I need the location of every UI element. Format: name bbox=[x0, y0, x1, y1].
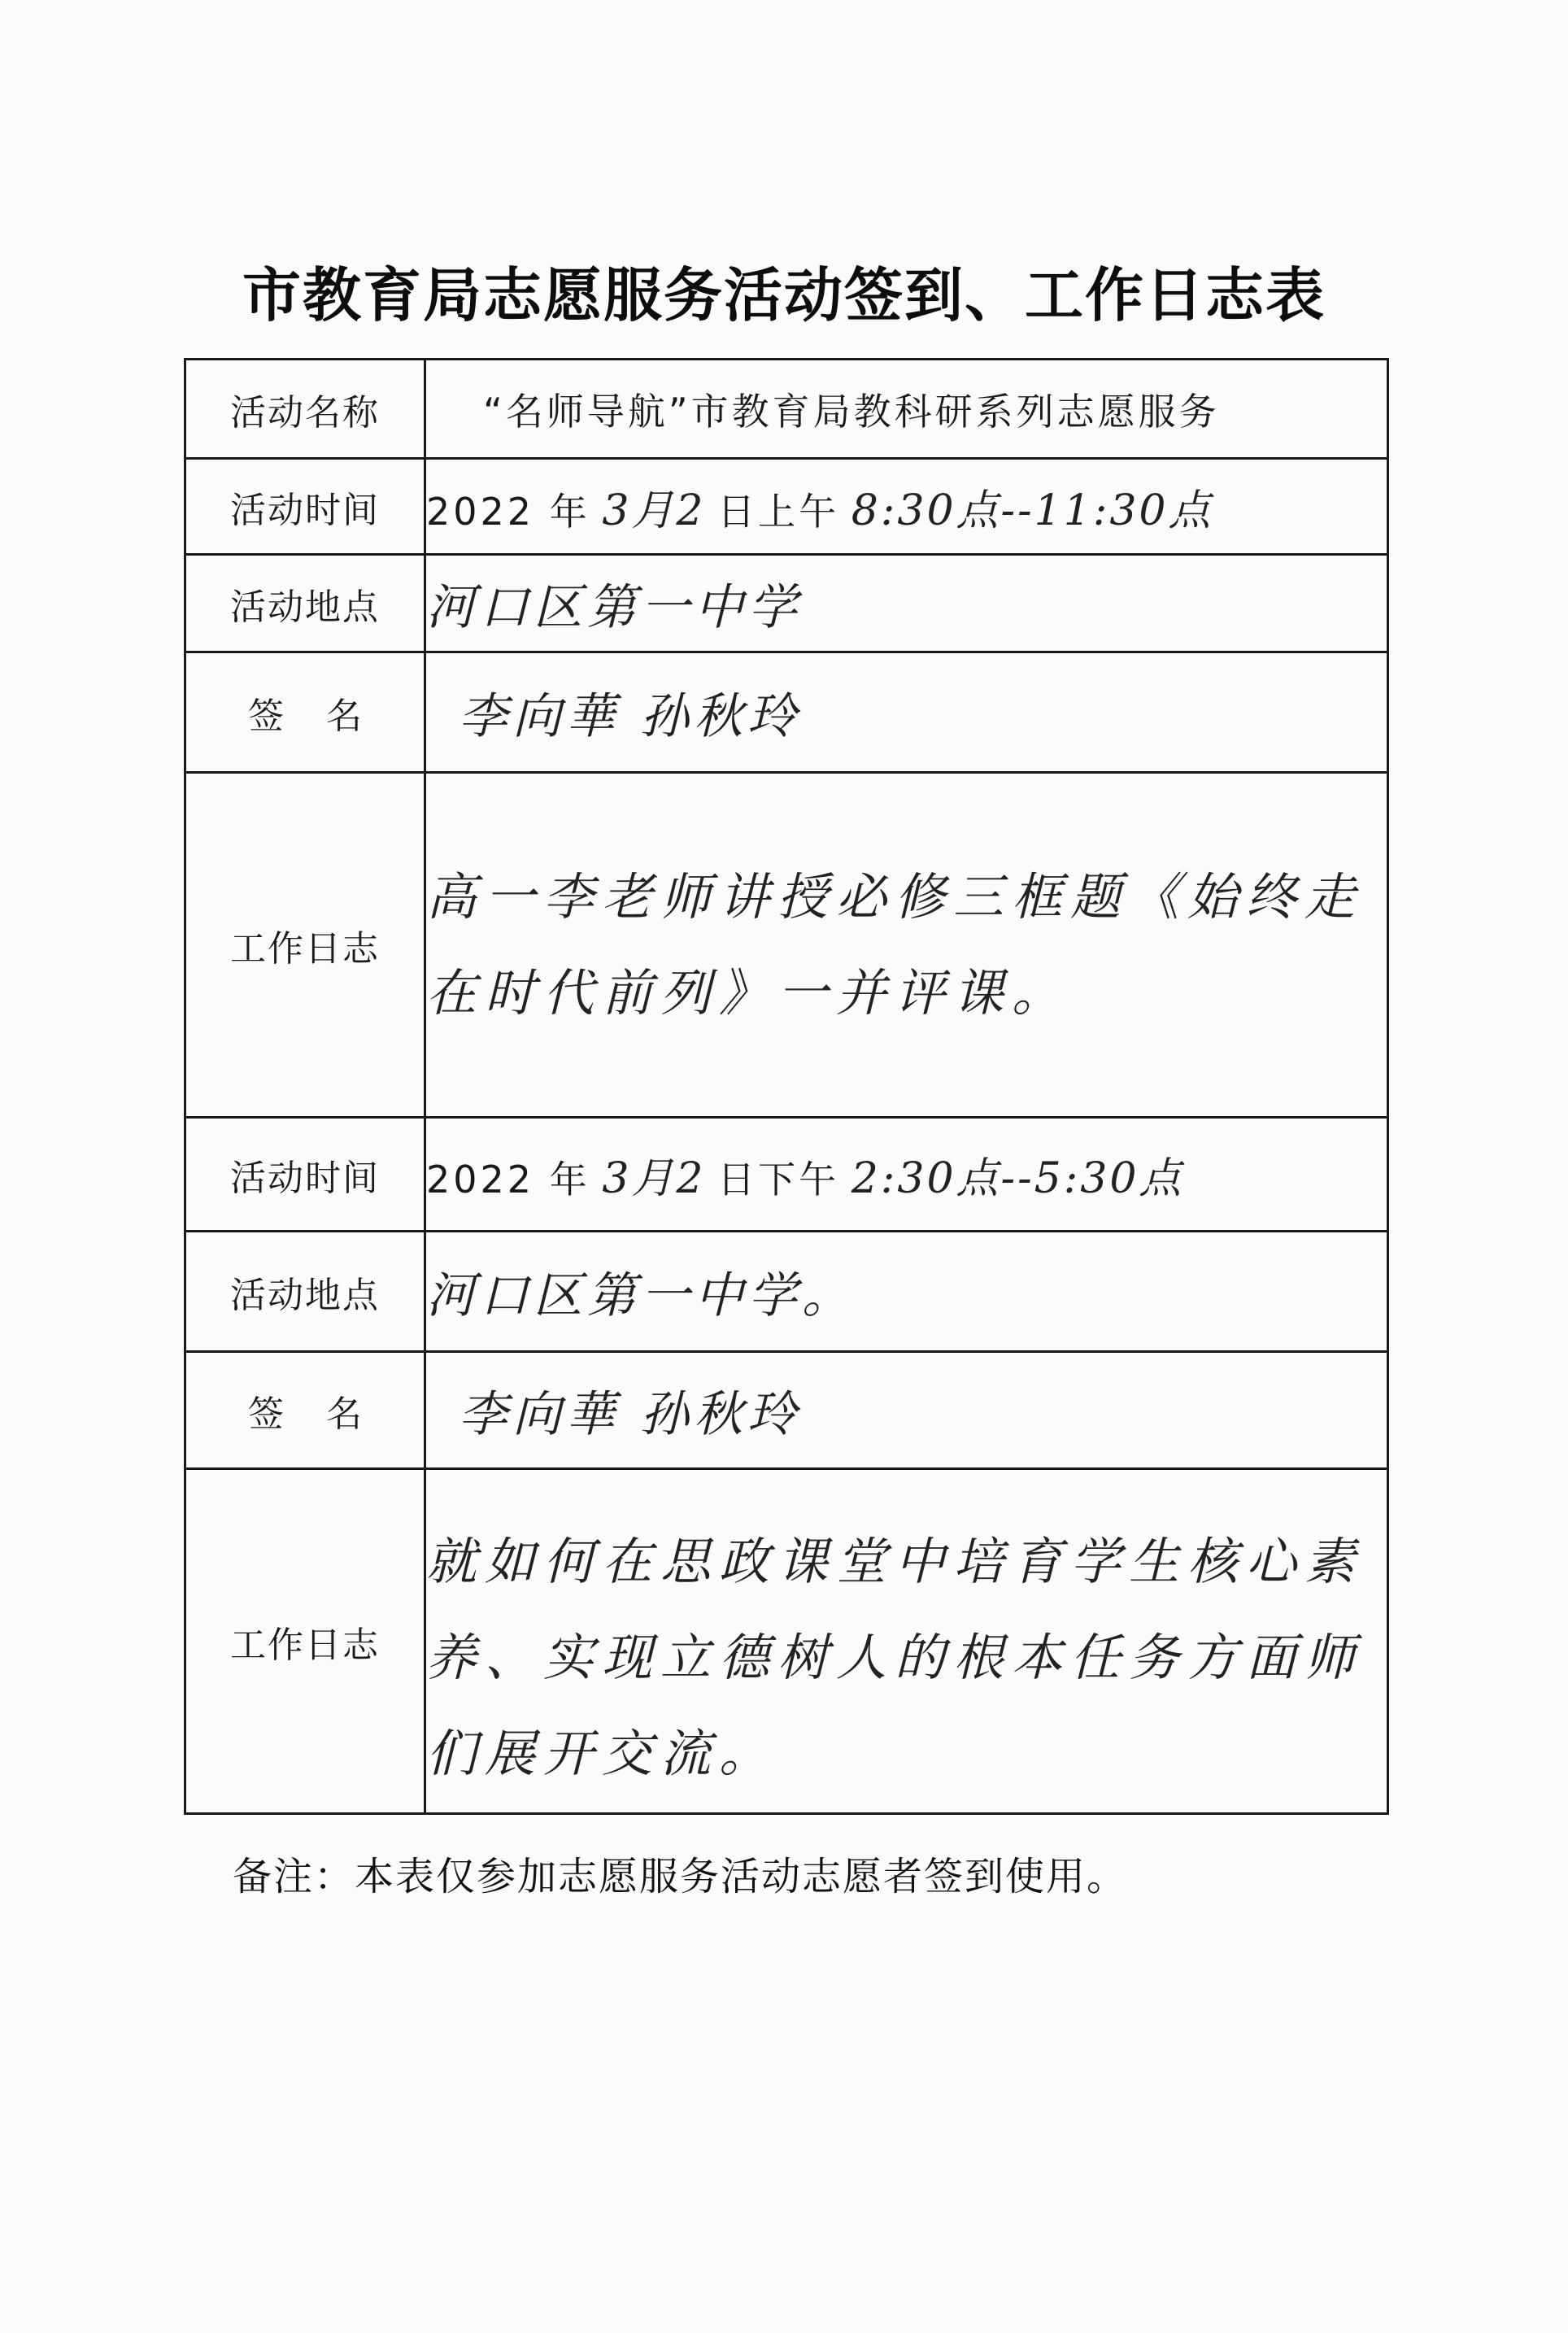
page-title: 市教育局志愿服务活动签到、工作日志表 bbox=[242, 261, 1326, 329]
label-session1-signature: 签名 bbox=[185, 652, 425, 773]
row-session1-time bbox=[185, 459, 1388, 555]
footnote: 备注：本表仅参加志愿服务活动志愿者签到使用。 bbox=[233, 1854, 1128, 1899]
value-session1-location: 河口区第一中学 bbox=[425, 555, 1388, 652]
row-session1-log bbox=[185, 773, 1388, 1118]
session2-date-handwritten: 3月2 bbox=[602, 1154, 706, 1203]
label-session1-location: 活动地点 bbox=[185, 555, 425, 652]
label-session1-time: 活动时间 bbox=[185, 459, 425, 555]
label-session2-location: 活动地点 bbox=[185, 1232, 425, 1352]
session1-time-handwritten: 8:30点--11:30点 bbox=[851, 486, 1213, 535]
value-session2-location: 河口区第一中学。 bbox=[425, 1232, 1388, 1352]
value-session1-signature: 李向華 孙秋玲 bbox=[425, 652, 1388, 773]
value-session1-time bbox=[425, 459, 1388, 555]
session1-year: 2022 年 bbox=[426, 490, 590, 534]
session2-time-handwritten: 2:30点--5:30点 bbox=[851, 1154, 1184, 1203]
session2-day-label: 日下午 bbox=[717, 1158, 840, 1201]
value-session1-log bbox=[425, 773, 1388, 1118]
value-session2-log bbox=[425, 1469, 1388, 1814]
row-session2-log bbox=[185, 1469, 1388, 1814]
value-session2-signature: 李向華 孙秋玲 bbox=[425, 1352, 1388, 1469]
session1-date-handwritten: 3月2 bbox=[602, 486, 706, 535]
row-session2-signature bbox=[185, 1352, 1388, 1469]
row-session2-location bbox=[185, 1232, 1388, 1352]
volunteer-log-table bbox=[184, 358, 1389, 1815]
session2-year: 2022 年 bbox=[426, 1158, 590, 1201]
label-session2-signature: 签名 bbox=[185, 1352, 425, 1469]
label-session1-log: 工作日志 bbox=[185, 773, 425, 1118]
session1-log-text: 高一李老师讲授必修三框题《始终走在时代前列》一并评课。 bbox=[426, 866, 1364, 1023]
session2-log-text: 就如何在思政课堂中培育学生核心素养、实现立德树人的根本任务方面师们展开交流。 bbox=[426, 1531, 1364, 1783]
label-activity-name: 活动名称 bbox=[185, 360, 425, 459]
label-session2-time: 活动时间 bbox=[185, 1118, 425, 1232]
label-session2-log: 工作日志 bbox=[185, 1469, 425, 1814]
row-session1-signature bbox=[185, 652, 1388, 773]
session1-day-label: 日上午 bbox=[717, 490, 840, 534]
row-session2-time bbox=[185, 1118, 1388, 1232]
value-session2-time bbox=[425, 1118, 1388, 1232]
row-activity-name bbox=[185, 360, 1388, 459]
value-activity-name: “名师导航”市教育局教科研系列志愿服务 bbox=[425, 360, 1388, 459]
row-session1-location bbox=[185, 555, 1388, 652]
